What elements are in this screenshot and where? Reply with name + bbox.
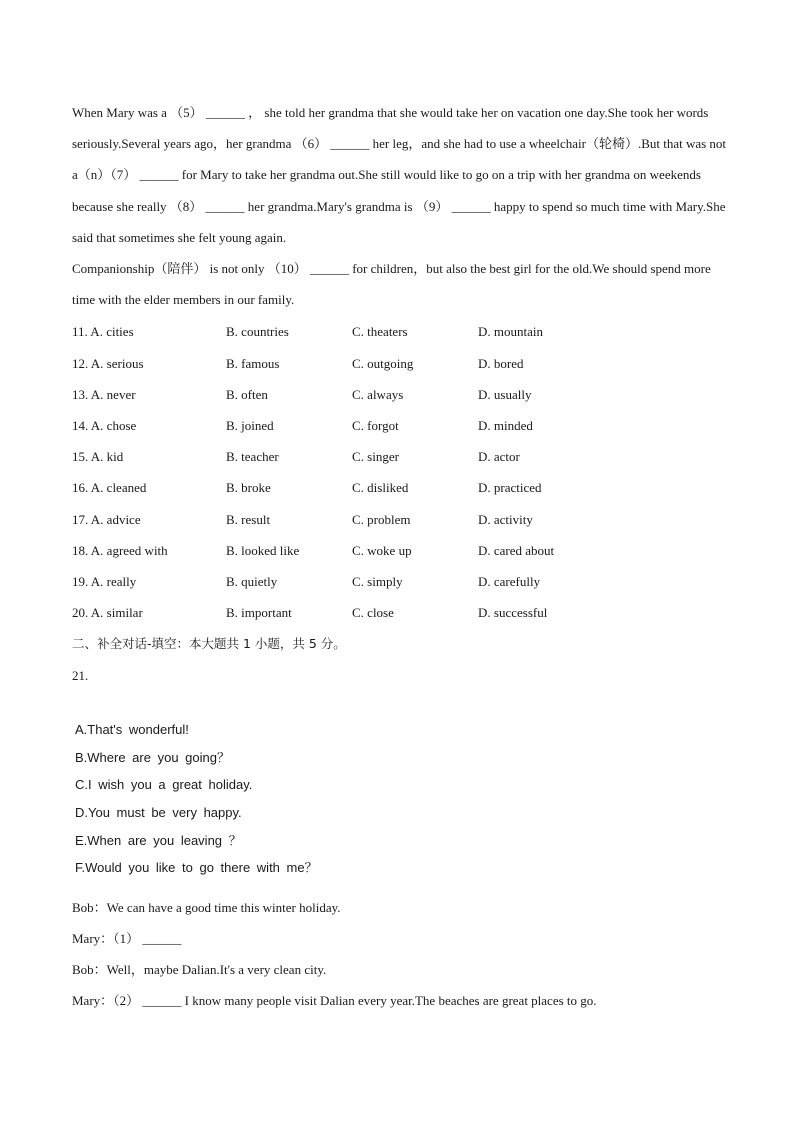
option-row-18 bbox=[72, 535, 732, 566]
option-12-a[interactable]: 12. A. serious bbox=[72, 355, 144, 371]
option-16-d[interactable]: D. practiced bbox=[478, 480, 542, 496]
option-row-11 bbox=[72, 316, 732, 347]
option-row-15 bbox=[72, 441, 732, 472]
option-12-c[interactable]: C. outgoing bbox=[352, 355, 414, 371]
option-11-b[interactable]: B. countries bbox=[226, 324, 289, 340]
passage-paragraph-2: Companionship（陪伴） is not only （10） ______ for children，but also the best girl for the old.We should spend more time with the elder members in our family. bbox=[72, 261, 711, 308]
option-16-c[interactable]: C. disliked bbox=[352, 480, 409, 496]
option-12-b[interactable]: B. famous bbox=[226, 355, 280, 371]
option-19-c[interactable]: C. simply bbox=[352, 573, 403, 589]
options-list bbox=[72, 316, 732, 628]
option-14-b[interactable]: B. joined bbox=[226, 417, 274, 433]
option-15-c[interactable]: C. singer bbox=[352, 449, 399, 465]
option-20-c[interactable]: C. close bbox=[352, 605, 394, 621]
dialog-line-3: Bob：Well，maybe Dalian.It's a very clean city. bbox=[72, 961, 327, 977]
option-11-a[interactable]: 11. A. cities bbox=[72, 324, 134, 340]
exam-page bbox=[72, 97, 732, 1016]
option-13-d[interactable]: D. usually bbox=[478, 386, 532, 402]
option-row-19 bbox=[72, 566, 732, 597]
option-19-d[interactable]: D. carefully bbox=[478, 573, 541, 589]
option-11-c[interactable]: C. theaters bbox=[352, 324, 408, 340]
dialog-line-2: Mary：（1） ______ bbox=[72, 930, 182, 946]
option-20-b[interactable]: B. important bbox=[226, 605, 292, 621]
option-14-a[interactable]: 14. A. chose bbox=[72, 417, 137, 433]
option-17-b[interactable]: B. result bbox=[226, 511, 271, 527]
option-row-14 bbox=[72, 410, 732, 441]
option-row-20 bbox=[72, 597, 732, 628]
option-18-c[interactable]: C. woke up bbox=[352, 542, 412, 558]
option-14-c[interactable]: C. forgot bbox=[352, 417, 399, 433]
option-18-b[interactable]: B. looked like bbox=[226, 542, 300, 558]
option-15-d[interactable]: D. actor bbox=[478, 449, 520, 465]
option-13-b[interactable]: B. often bbox=[226, 386, 268, 402]
choice-b: B.Where are you going？ bbox=[75, 749, 230, 765]
option-17-d[interactable]: D. activity bbox=[478, 511, 533, 527]
section-title: 二、补全对话-填空：本大题共 1 小题，共 5 分。 bbox=[72, 636, 346, 652]
option-row-12 bbox=[72, 348, 732, 379]
option-20-d[interactable]: D. successful bbox=[478, 605, 548, 621]
option-12-d[interactable]: D. bored bbox=[478, 355, 524, 371]
option-18-d[interactable]: D. cared about bbox=[478, 542, 555, 558]
passage-paragraph-1: When Mary was a （5） ______ ， she told her grandma that she would take her on vacation one day.She took her words seriously.Several years ago，her grandma （6） ______ her leg，and she had to use a wheelchair（轮椅）.But that was not a（n）（7） ______ for Mary to take her grandma out.She still would like to go on a trip with her grandma on weekends because she really （8） ______ her grandma.Mary's grandma is （9） ______ happy to spend so much time with Mary.She said that sometimes she felt young again. bbox=[72, 105, 727, 245]
option-15-b[interactable]: B. teacher bbox=[226, 449, 279, 465]
option-13-a[interactable]: 13. A. never bbox=[72, 386, 136, 402]
option-16-b[interactable]: B. broke bbox=[226, 480, 271, 496]
option-20-a[interactable]: 20. A. similar bbox=[72, 605, 143, 621]
option-18-a[interactable]: 18. A. agreed with bbox=[72, 542, 168, 558]
option-19-b[interactable]: B. quietly bbox=[226, 573, 278, 589]
option-17-a[interactable]: 17. A. advice bbox=[72, 511, 141, 527]
dialog bbox=[72, 892, 732, 1016]
choice-e: E.When are you leaving ？ bbox=[75, 832, 242, 848]
option-15-a[interactable]: 15. A. kid bbox=[72, 449, 124, 465]
choice-list bbox=[75, 716, 732, 882]
option-14-d[interactable]: D. minded bbox=[478, 417, 533, 433]
choice-d: D.You must be very happy. bbox=[75, 805, 242, 821]
option-19-a[interactable]: 19. A. really bbox=[72, 573, 137, 589]
choice-c: C.I wish you a great holiday. bbox=[75, 777, 253, 793]
option-16-a[interactable]: 16. A. cleaned bbox=[72, 480, 147, 496]
question-number: 21. bbox=[72, 668, 89, 684]
option-row-16 bbox=[72, 472, 732, 503]
option-17-c[interactable]: C. problem bbox=[352, 511, 411, 527]
dialog-line-4: Mary：（2） ______ I know many people visit Dalian every year.The beaches are great places to go. bbox=[72, 992, 597, 1008]
option-row-17 bbox=[72, 504, 732, 535]
choice-a: A.That's wonderful! bbox=[75, 722, 189, 738]
option-row-13 bbox=[72, 379, 732, 410]
choice-f: F.Would you like to go there with me？ bbox=[75, 860, 318, 876]
dialog-line-1: Bob：We can have a good time this winter holiday. bbox=[72, 899, 341, 915]
option-13-c[interactable]: C. always bbox=[352, 386, 404, 402]
option-11-d[interactable]: D. mountain bbox=[478, 324, 543, 340]
